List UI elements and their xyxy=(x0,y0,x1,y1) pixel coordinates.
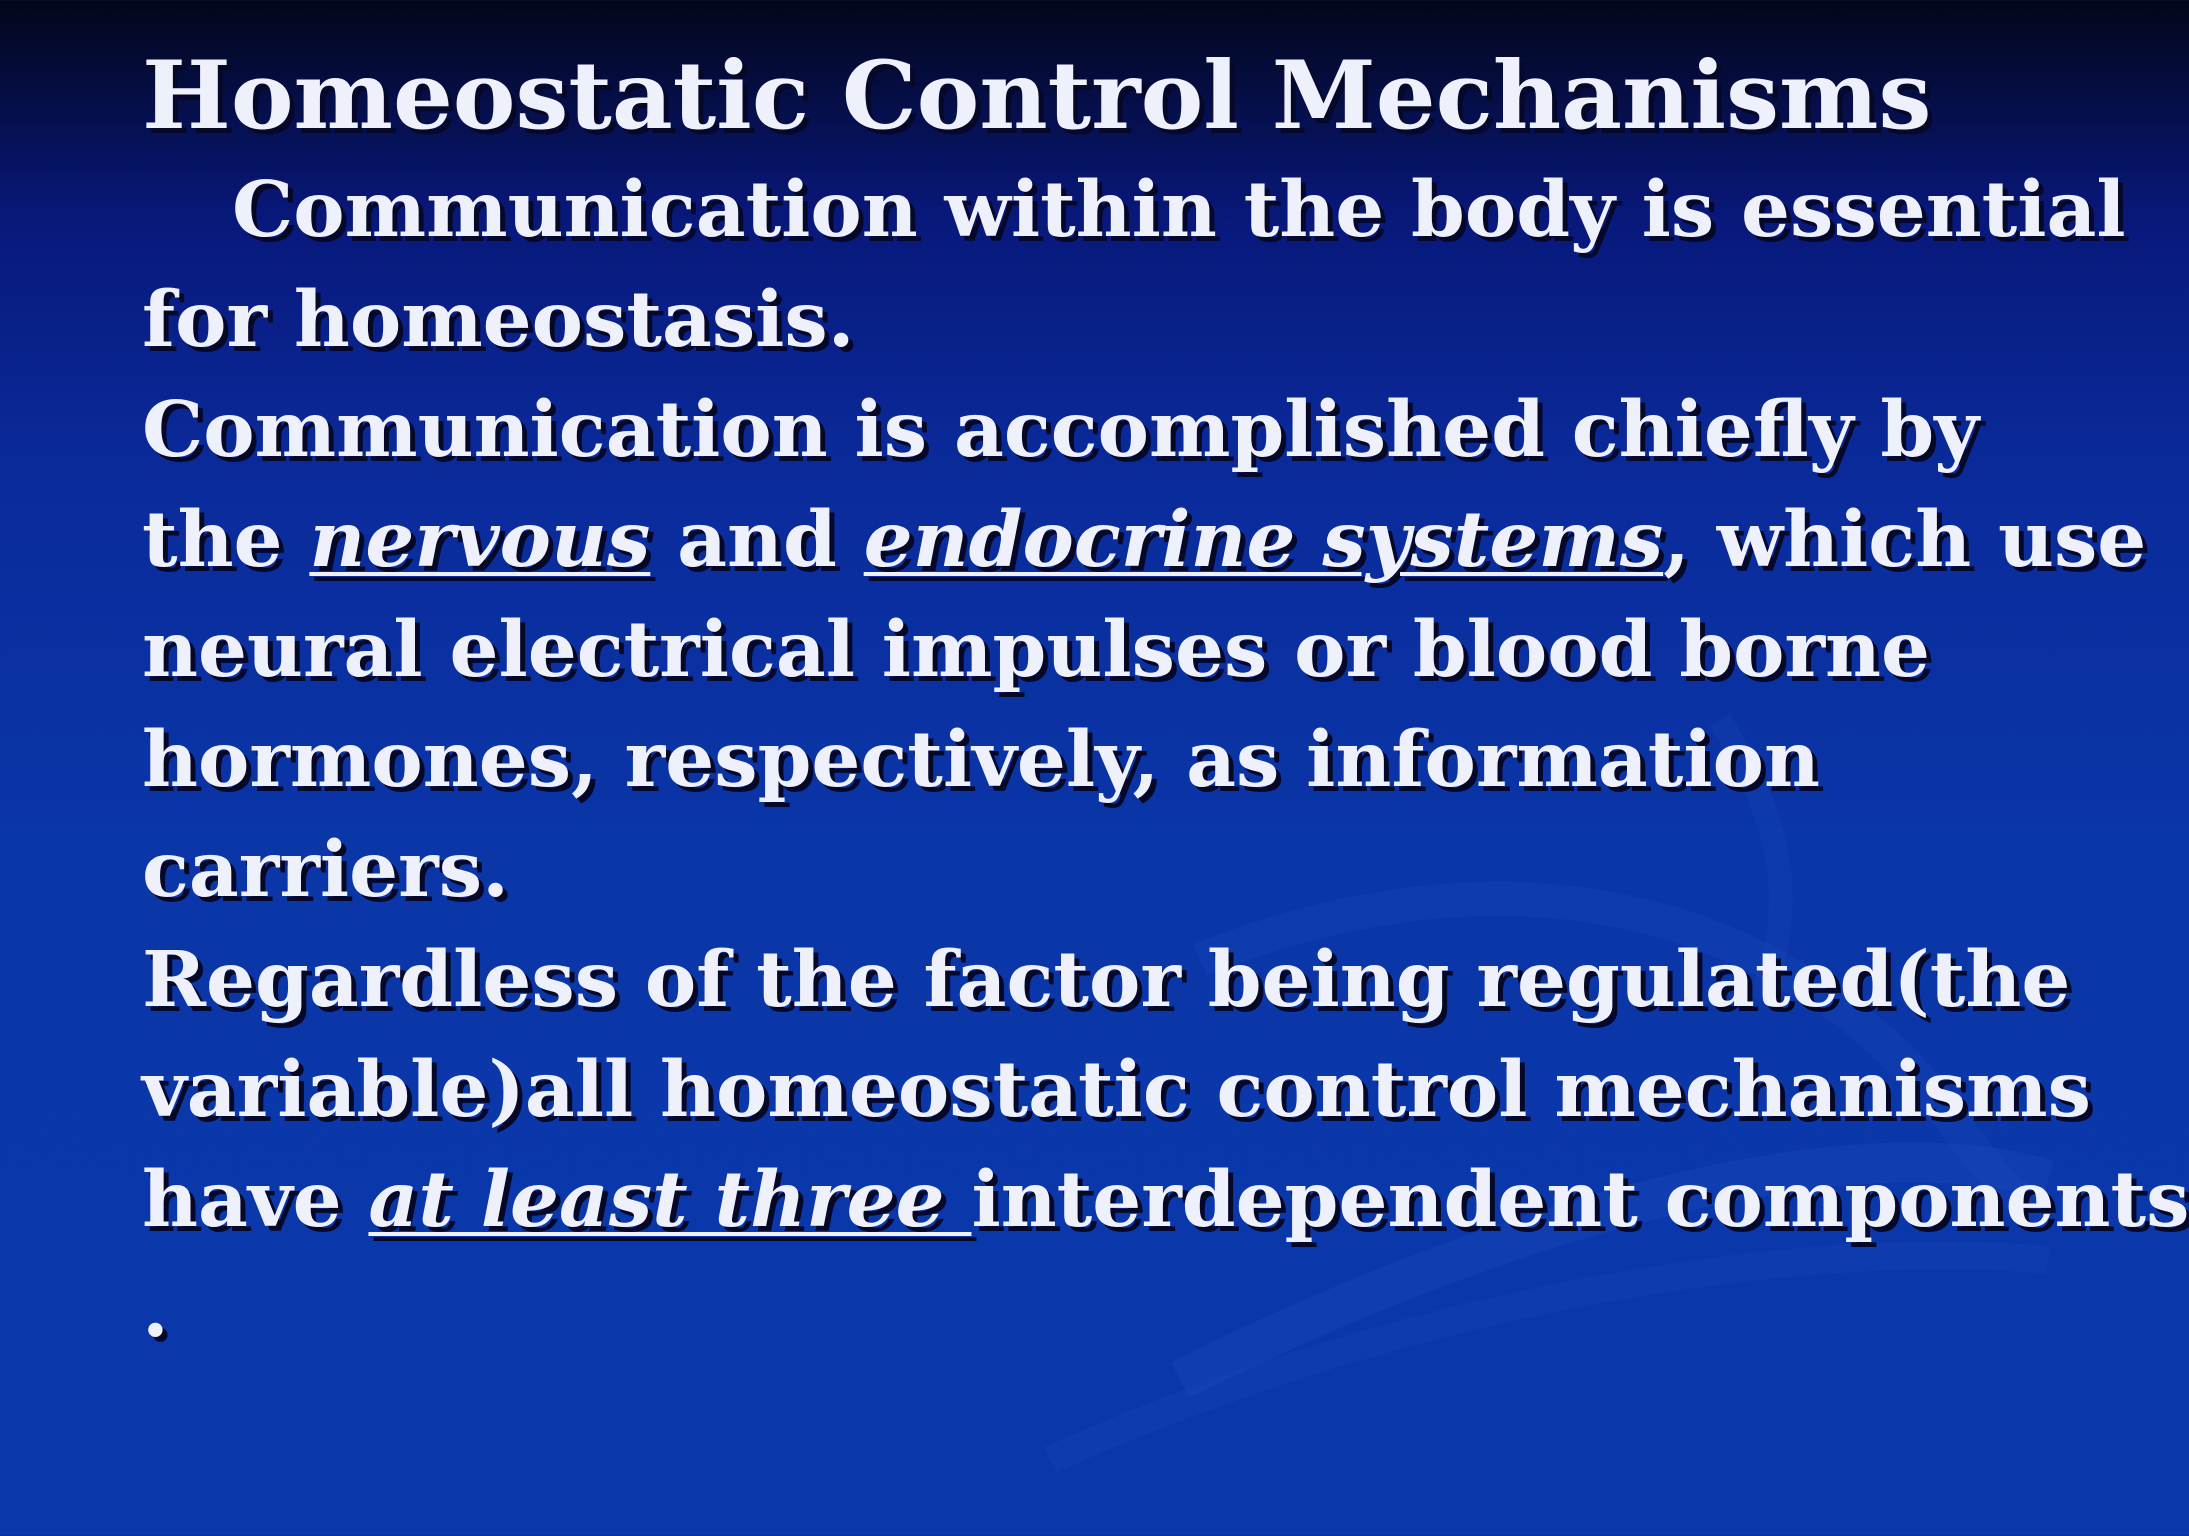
body-text: have xyxy=(142,1154,369,1245)
slide-content xyxy=(142,40,2189,1365)
body-text: neural electrical impulses or blood borne xyxy=(142,604,1931,695)
body-text: variable)all homeostatic control mechanisms xyxy=(142,1044,2091,1135)
body-text: and xyxy=(650,494,864,585)
emphasis-nervous: nervous xyxy=(309,494,651,585)
body-line-10 xyxy=(142,1145,2189,1255)
body-text: , which use xyxy=(1663,494,2147,585)
body-text: interdependent components xyxy=(971,1154,2189,1245)
body-line-3 xyxy=(142,375,1982,485)
body-line-5 xyxy=(142,595,1982,705)
body-line-7 xyxy=(142,815,1982,925)
slide-title: Homeostatic Control Mechanisms xyxy=(142,41,1932,151)
body-text: hormones, respectively, as information xyxy=(142,714,1820,805)
body-line-4 xyxy=(142,485,2147,595)
body-text: Communication is accomplished chiefly by xyxy=(142,384,1979,475)
body-text: carriers. xyxy=(142,824,509,915)
body-text: the xyxy=(142,494,310,585)
body-line-6 xyxy=(142,705,1982,815)
body-line-1 xyxy=(142,155,2126,265)
emphasis-at-least-three: at least three xyxy=(368,1154,972,1245)
body-line-2 xyxy=(142,265,1982,375)
emphasis-endocrine-systems: endocrine systems xyxy=(863,494,1664,585)
body-text: for homeostasis. xyxy=(142,274,855,365)
body-text: Regardless of the factor being regulated(the xyxy=(142,934,2071,1025)
body-line-9 xyxy=(142,1035,2091,1145)
body-text: Communication within the body is essential xyxy=(232,164,2126,255)
body-text: . xyxy=(142,1264,169,1355)
body-line-11 xyxy=(142,1255,1982,1365)
body-line-8 xyxy=(142,925,2071,1035)
